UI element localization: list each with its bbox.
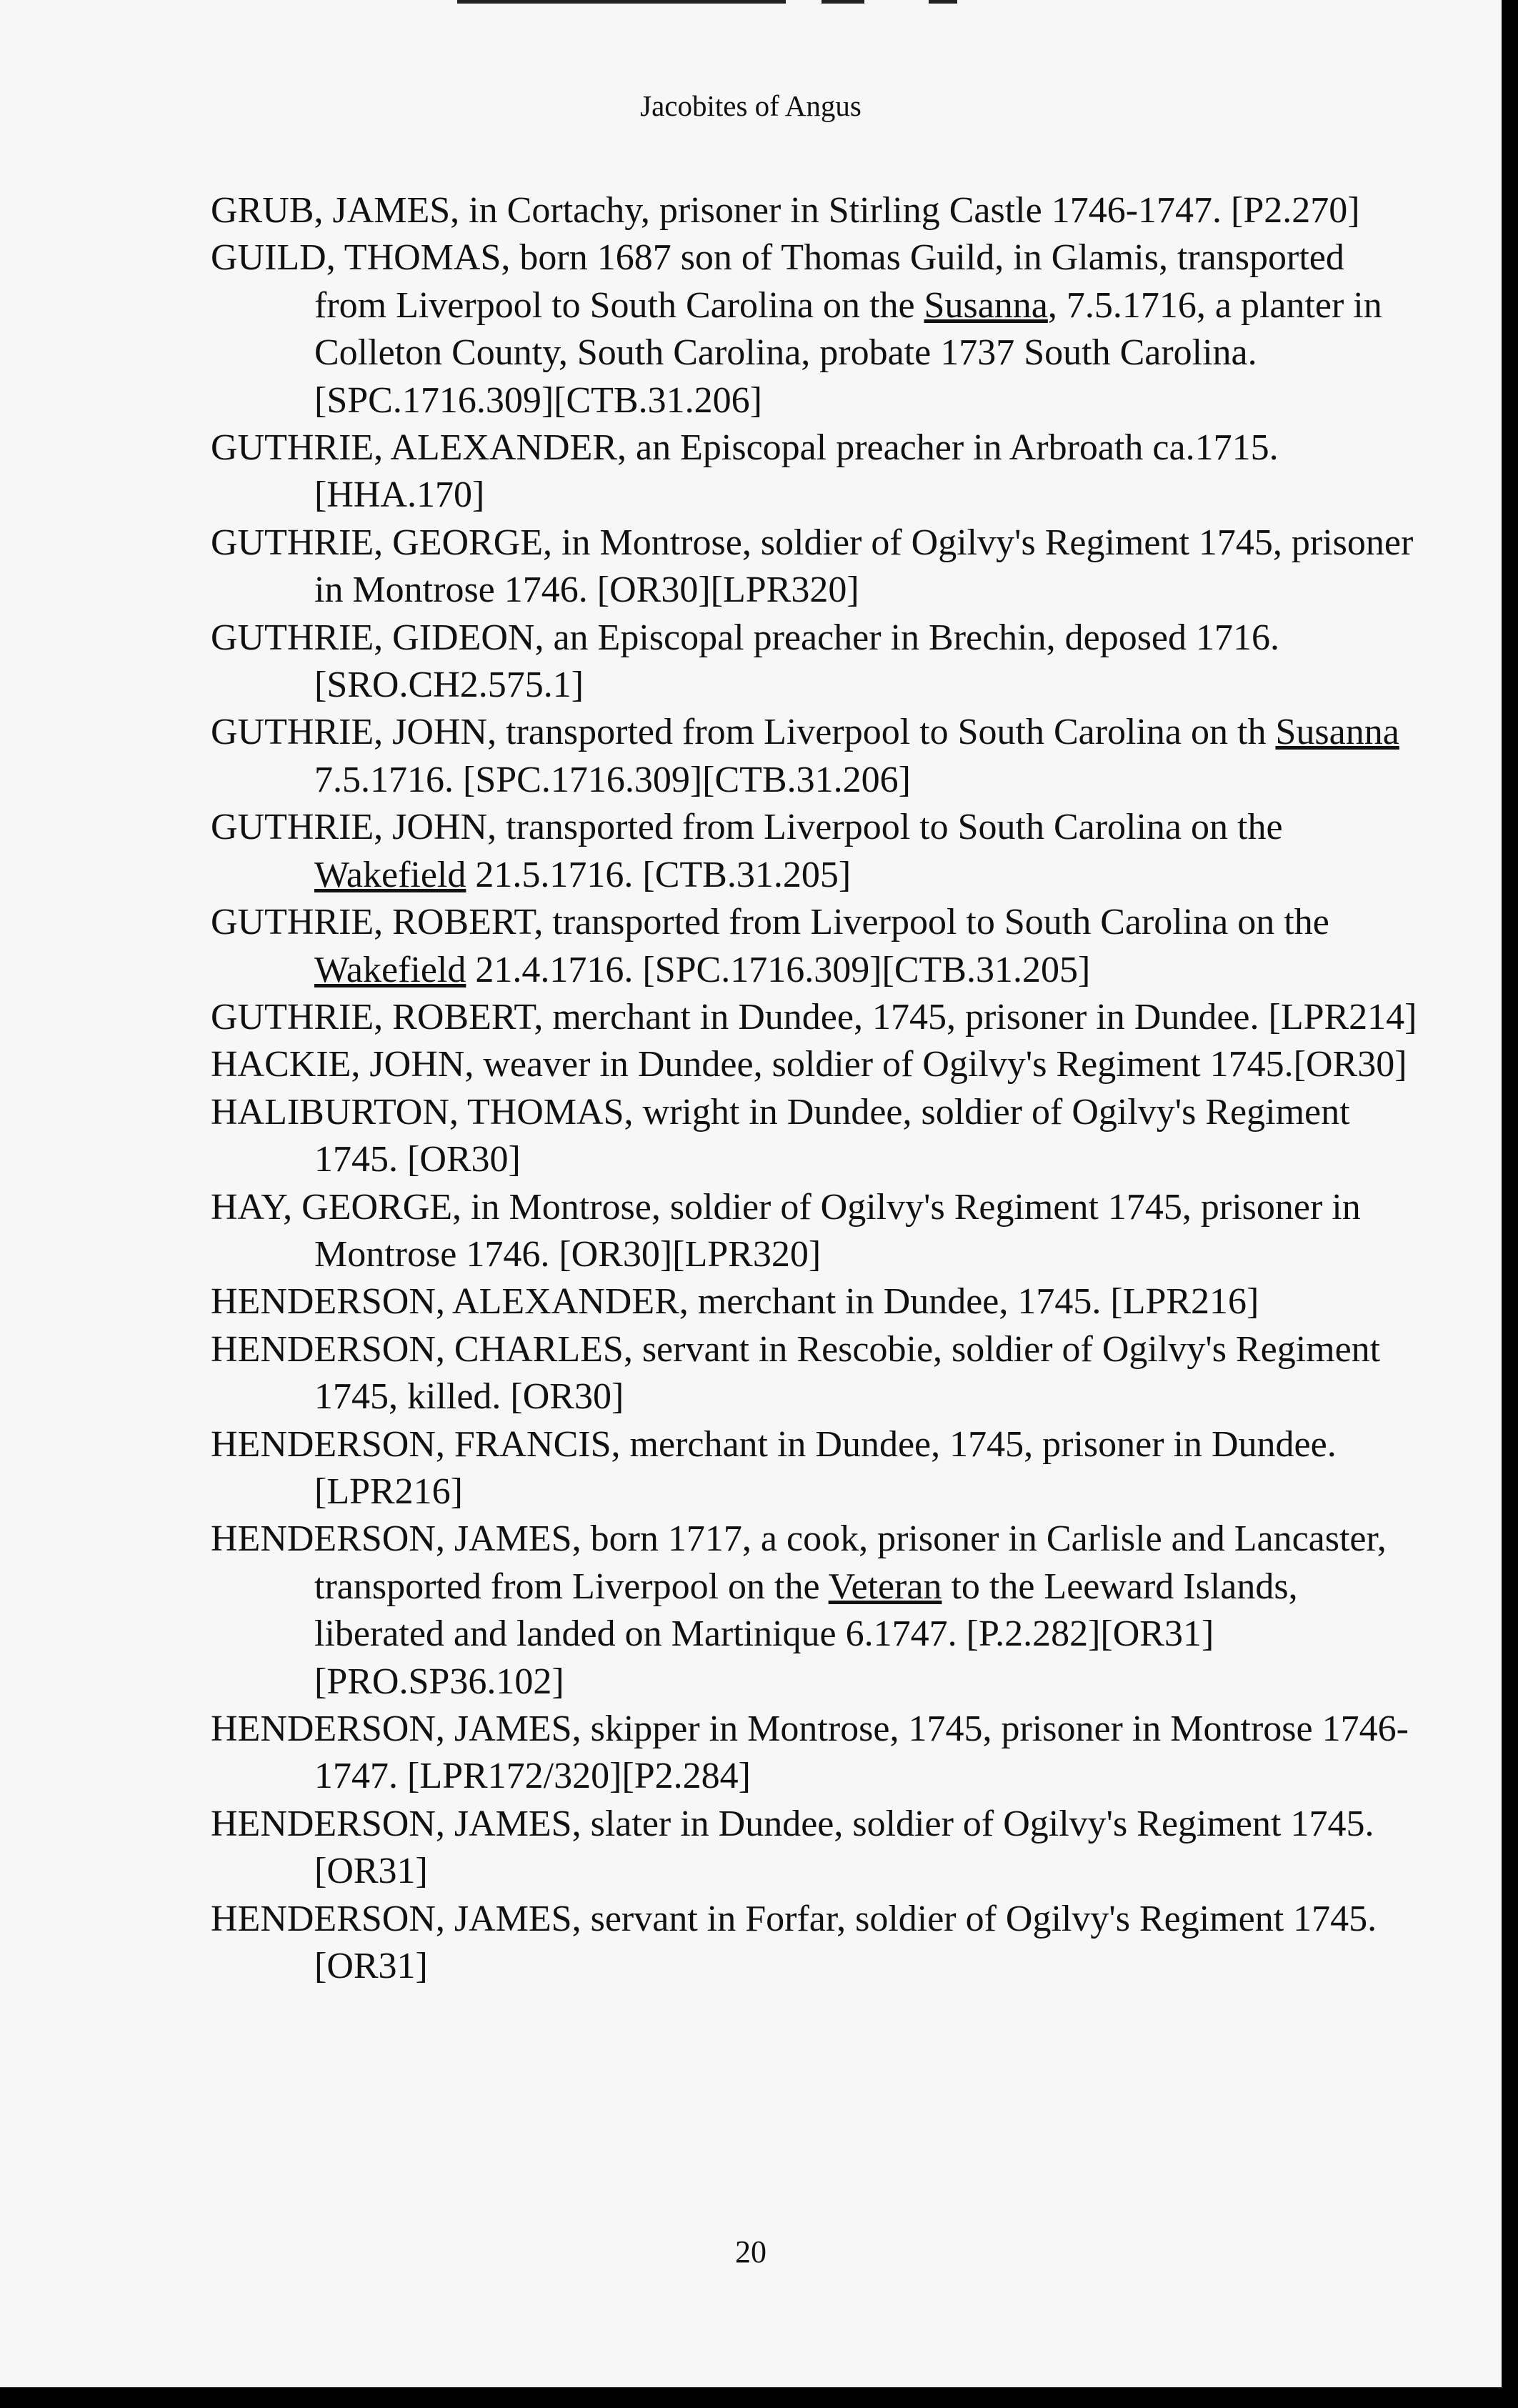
entry-henderson-james-2: HENDERSON, JAMES, skipper in Montrose, 1745, prisoner in Montrose 1746-1747. [LPR172/320][P2.284] — [211, 1708, 1409, 1797]
entry-guild-thomas: GUILD, THOMAS, born 1687 son of Thomas Guild, in Glamis, transported from Liverpool to South Carolina on the Susanna, 7.5.1716, a planter in Colleton County, South Carolina, probate 1737 South Carolina. [SPC.1716.309][CTB.31.206] — [211, 237, 1382, 421]
ship-name: Veteran — [828, 1566, 942, 1607]
entry-guthrie-john-1: GUTHRIE, JOHN, transported from Liverpool to South Carolina on th Susanna 7.5.1716. [SPC.1716.309][CTB.31.206] — [211, 712, 1399, 800]
entry-guthrie-robert-2: GUTHRIE, ROBERT, merchant in Dundee, 1745, prisoner in Dundee. [LPR214] — [211, 996, 1417, 1038]
running-header: Jacobites of Angus — [640, 89, 862, 122]
entry-guthrie-john-2: GUTHRIE, JOHN, transported from Liverpool to South Carolina on the Wakefield 21.5.1716. [CTB.31.205] — [211, 807, 1283, 895]
entry-hackie-john: HACKIE, JOHN, weaver in Dundee, soldier of Ogilvy's Regiment 1745.[OR30] — [211, 1044, 1407, 1085]
ship-name: Susanna — [924, 284, 1048, 326]
entry-guthrie-george: GUTHRIE, GEORGE, in Montrose, soldier of Ogilvy's Regiment 1745, prisoner in Montrose 1746. [OR30][LPR320] — [211, 522, 1414, 611]
entry-henderson-francis: HENDERSON, FRANCIS, merchant in Dundee, 1745, prisoner in Dundee. [LPR216] — [211, 1423, 1337, 1512]
page-number: 20 — [735, 2234, 767, 2269]
entry-haliburton-thomas: HALIBURTON, THOMAS, wright in Dundee, soldier of Ogilvy's Regiment 1745. [OR30] — [211, 1091, 1350, 1180]
entry-guthrie-gideon: GUTHRIE, GIDEON, an Episcopal preacher in Brechin, deposed 1716. [SRO.CH2.575.1] — [211, 617, 1280, 706]
scan-border-bottom — [0, 2387, 1518, 2408]
entry-grub-james: GRUB, JAMES, in Cortachy, prisoner in Stirling Castle 1746-1747. [P2.270] — [211, 190, 1360, 231]
ship-name: Wakefield — [314, 854, 466, 895]
entry-henderson-james-4: HENDERSON, JAMES, servant in Forfar, soldier of Ogilvy's Regiment 1745. [OR31] — [211, 1898, 1377, 1987]
entry-guthrie-robert-1: GUTHRIE, ROBERT, transported from Liverpool to South Carolina on the Wakefield 21.4.1716. [SPC.1716.309][CTB.31.205] — [211, 902, 1329, 990]
entry-guthrie-alexander: GUTHRIE, ALEXANDER, an Episcopal preacher in Arbroath ca.1715. [HHA.170] — [211, 427, 1279, 516]
scan-border-right — [1502, 0, 1518, 2408]
ship-name: Susanna — [1275, 712, 1399, 753]
entry-henderson-alexander: HENDERSON, ALEXANDER, merchant in Dundee, 1745. [LPR216] — [211, 1281, 1259, 1323]
entry-henderson-james-1: HENDERSON, JAMES, born 1717, a cook, prisoner in Carlisle and Lancaster, transported from Liverpool on the Veteran to the Leeward Islands, liberated and landed on Martinique 6.1747. [P.2.282][OR31][PRO.SP36.102] — [211, 1518, 1387, 1702]
entry-henderson-charles: HENDERSON, CHARLES, servant in Rescobie, soldier of Ogilvy's Regiment 1745, killed. [OR30] — [211, 1328, 1381, 1418]
scan-top-marks — [0, 0, 1502, 6]
entry-hay-george: HAY, GEORGE, in Montrose, soldier of Ogilvy's Regiment 1745, prisoner in Montrose 1746. [OR30][LPR320] — [211, 1186, 1361, 1275]
ship-name: Wakefield — [314, 949, 466, 990]
entry-list — [211, 187, 1425, 1990]
entry-henderson-james-3: HENDERSON, JAMES, slater in Dundee, soldier of Ogilvy's Regiment 1745. [OR31] — [211, 1803, 1374, 1892]
